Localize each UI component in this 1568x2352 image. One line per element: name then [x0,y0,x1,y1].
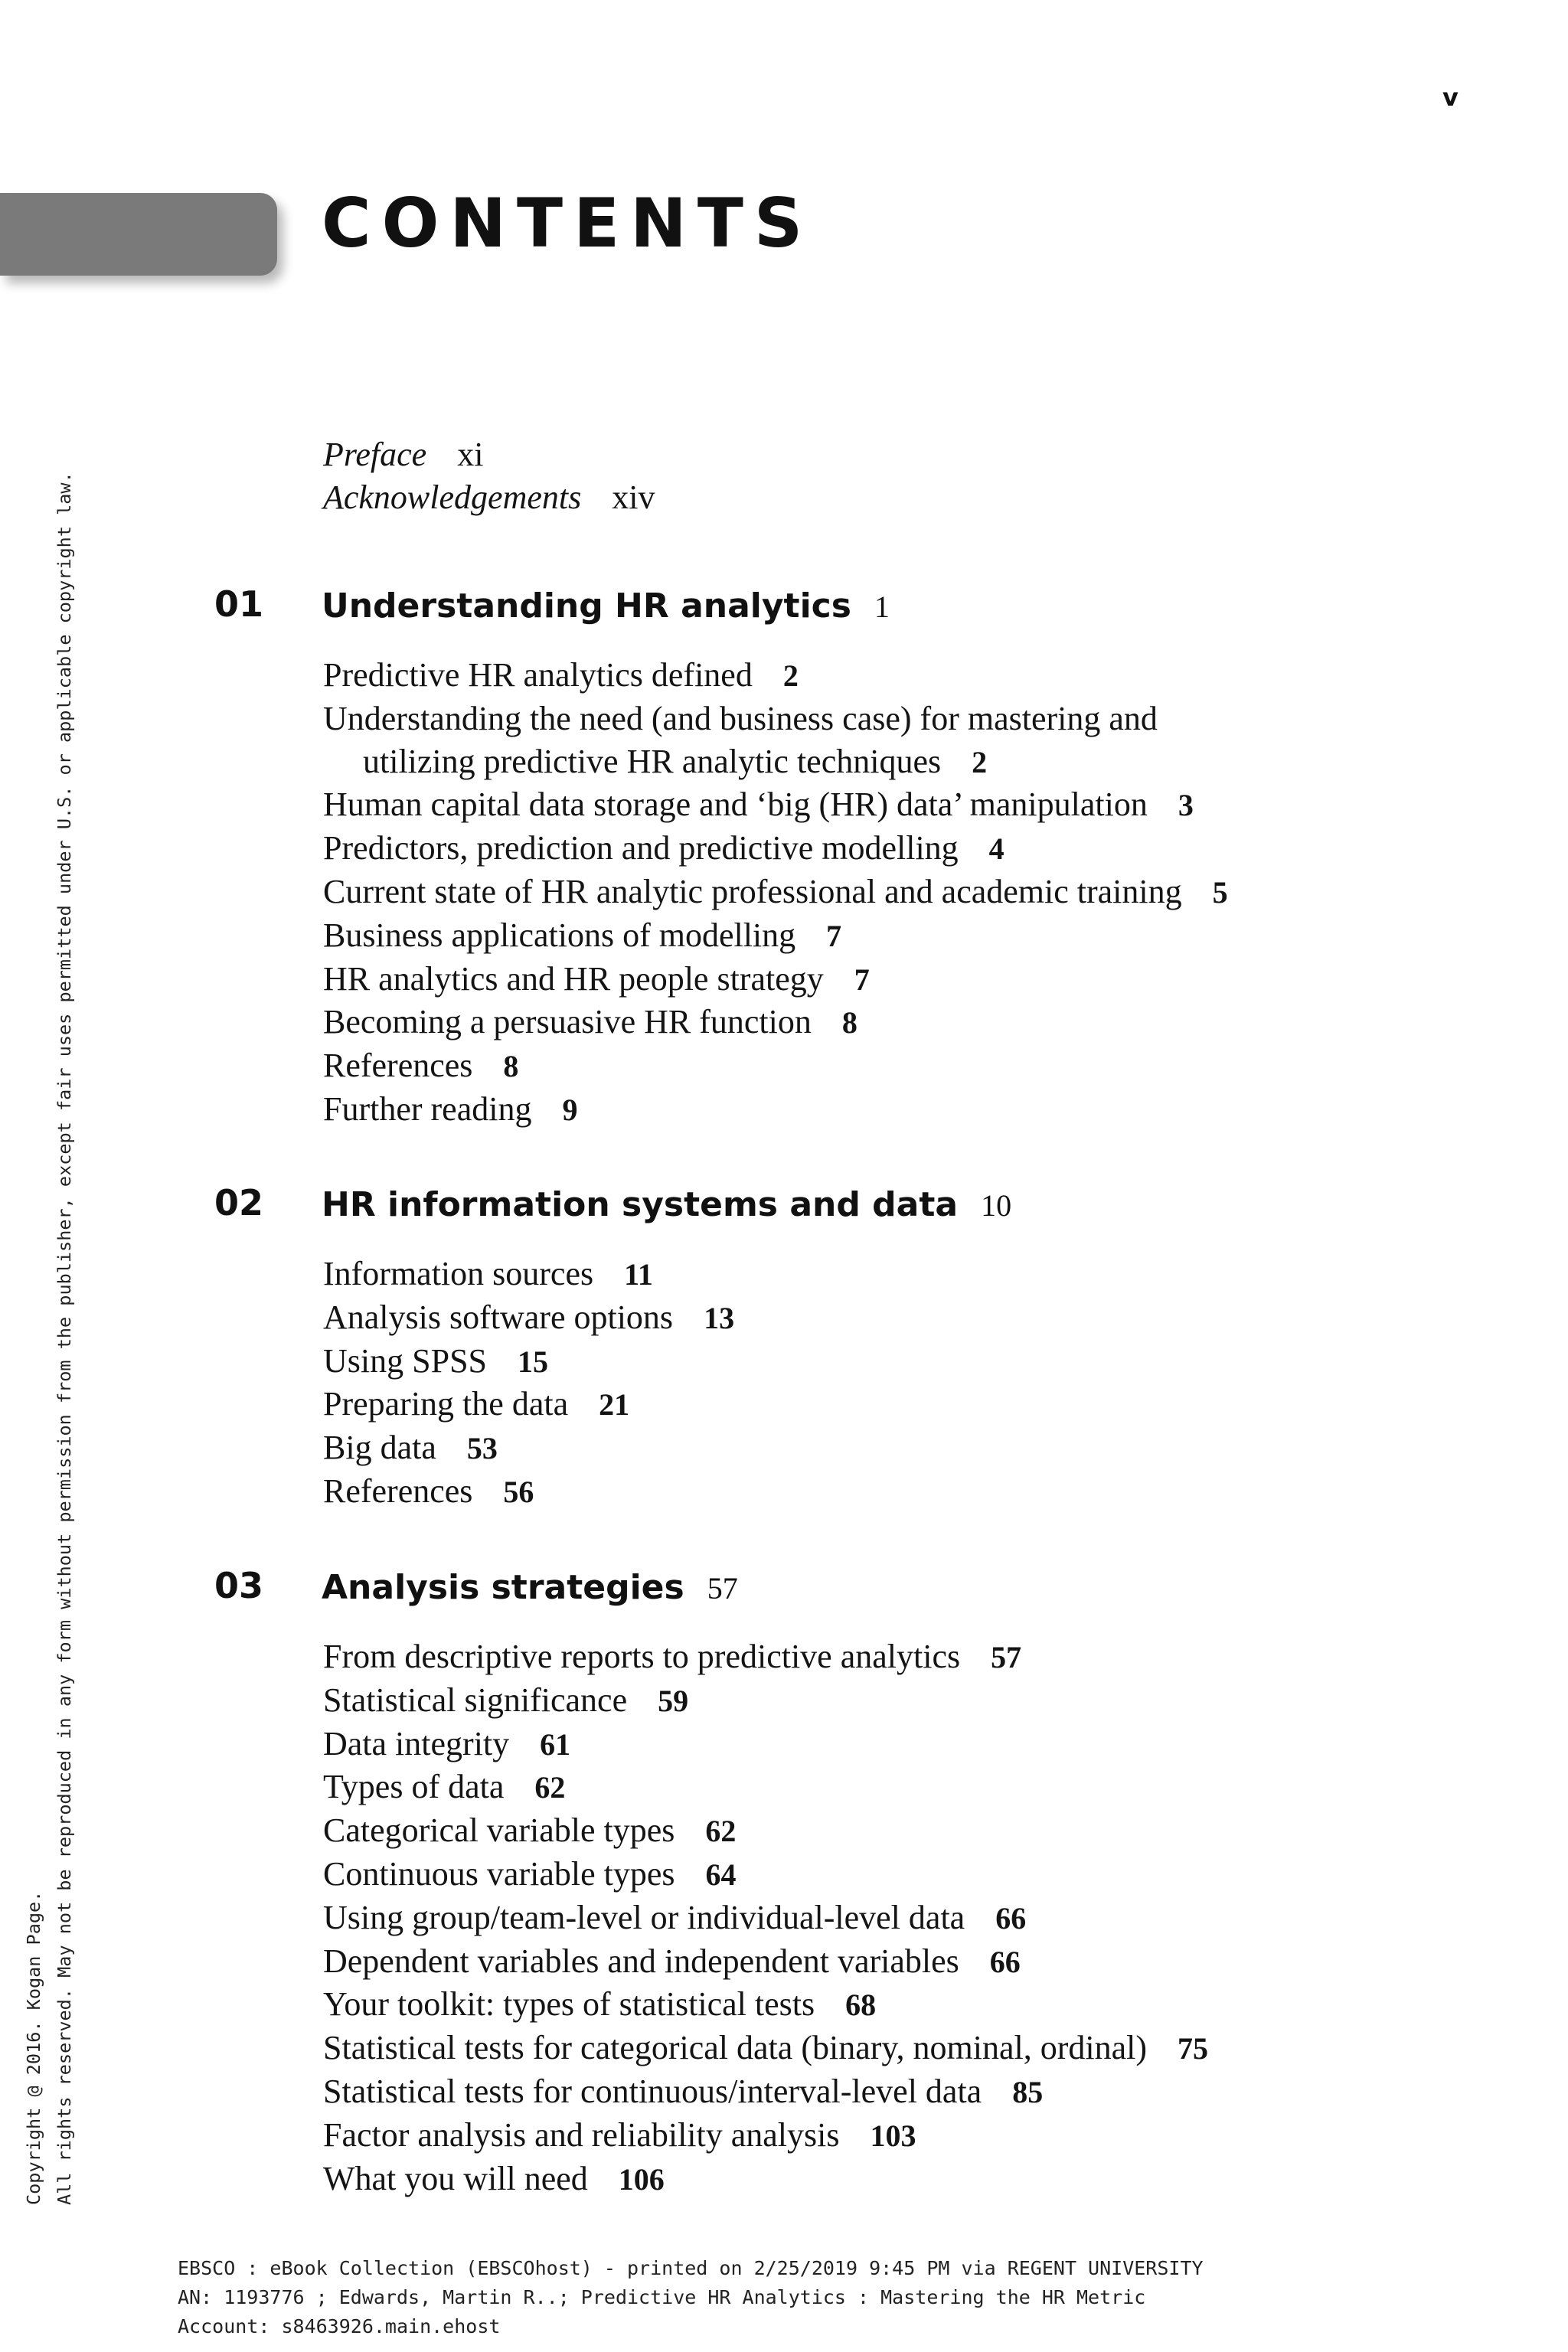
entry-title: Statistical tests for categorical data (binary, nominal, ordinal) [323,2029,1148,2067]
front-matter-item[interactable] [323,433,655,476]
toc-entry[interactable] [323,2114,1568,2158]
chapter-heading[interactable] [0,1182,1568,1233]
toc-entry[interactable] [323,914,1568,958]
entry-title: Your toolkit: types of statistical tests [323,1985,815,2024]
section-list [323,1635,1568,2200]
chapter-heading[interactable] [0,1565,1568,1615]
entry-title: utilizing predictive HR analytic techniques [363,742,942,780]
chapter-heading[interactable] [0,583,1568,634]
front-matter-page: xiv [612,479,655,516]
entry-title: Predictors, prediction and predictive modelling [323,829,959,867]
chapter-title: HR information systems and data [322,1185,959,1224]
chapter-title-row [322,1568,738,1607]
entry-title: Statistical significance [323,1681,628,1719]
toc-entry[interactable] [323,783,1568,827]
toc-entry[interactable] [323,1296,1568,1340]
entry-page: 11 [624,1257,653,1292]
entry-title: Human capital data storage and ‘big (HR) data’ manipulation [323,786,1148,824]
entry-title: Categorical variable types [323,1811,675,1850]
entry-page: 15 [518,1344,549,1379]
front-matter-page: xi [457,436,484,473]
toc-entry[interactable] [323,2158,1568,2201]
toc-entry[interactable] [323,1426,1568,1470]
chapter-title-row [322,586,890,626]
toc-entry[interactable] [323,827,1568,871]
footer-line: EBSCO : eBook Collection (EBSCOhost) - printed on 2/25/2019 9:45 PM via REGENT UNIVERSITY [178,2257,1204,2279]
entry-page: 9 [562,1092,578,1127]
entry-page: 56 [503,1474,534,1509]
chapter-page: 10 [981,1188,1012,1223]
entry-title: References [323,1472,473,1510]
entry-page: 2 [972,744,988,779]
section-list [323,1253,1568,1514]
toc-entry[interactable] [323,740,1568,784]
entry-title: References [323,1047,473,1085]
entry-page: 62 [705,1814,737,1849]
chapter-page: 57 [707,1571,738,1606]
entry-title: Types of data [323,1768,505,1806]
entry-page: 106 [618,2161,665,2197]
entry-page: 3 [1178,788,1194,823]
chapter-title: Analysis strategies [322,1568,684,1607]
entry-page: 68 [845,1988,877,2023]
entry-title: Understanding the need (and business case) for mastering and [323,699,1158,737]
entry-page: 61 [540,1726,571,1762]
toc-entry[interactable] [323,697,1568,740]
front-matter-item[interactable] [323,476,655,519]
entry-title: Information sources [323,1255,594,1292]
entry-page: 66 [995,1900,1027,1936]
entry-page: 64 [705,1857,737,1892]
entry-title: Analysis software options [323,1298,674,1336]
entry-title: Factor analysis and reliability analysis [323,2115,840,2154]
entry-title: Dependent variables and independent variables [323,1942,959,1980]
toc-entry[interactable] [323,1253,1568,1296]
entry-title: Data integrity [323,1724,510,1762]
chapter-number: 02 [214,1182,264,1223]
chapter-page: 1 [874,590,890,624]
chapter-tab-decoration [0,193,277,276]
entry-page: 4 [988,831,1004,867]
page-title: CONTENTS [322,184,814,263]
toc-entry[interactable] [323,1340,1568,1383]
entry-page: 7 [854,962,870,997]
chapter-number: 03 [214,1565,264,1606]
toc-entry[interactable] [323,871,1568,914]
toc-entry[interactable] [323,1853,1568,1896]
entry-page: 7 [826,918,842,953]
chapter-03 [0,1565,1568,2200]
toc-entry[interactable] [323,1983,1568,2027]
entry-title: Predictive HR analytics defined [323,656,753,694]
entry-title: Statistical tests for continuous/interval-level data [323,2072,982,2110]
entry-title: Further reading [323,1089,532,1128]
toc-entry[interactable] [323,1896,1568,1940]
toc-entry[interactable] [323,1679,1568,1723]
chapter-number: 01 [214,583,264,625]
entry-page: 13 [704,1300,735,1335]
front-matter-title: Preface [323,436,427,473]
entry-page: 66 [989,1944,1021,1979]
entry-title: What you will need [323,2159,588,2197]
entry-page: 2 [782,658,799,693]
toc-entry[interactable] [323,1766,1568,1809]
chapter-01 [0,583,1568,1132]
toc-entry[interactable] [323,1383,1568,1426]
entry-page: 5 [1212,874,1228,910]
entry-page: 103 [870,2118,916,2153]
toc-entry[interactable] [323,1723,1568,1766]
entry-page: 59 [658,1683,689,1718]
chapter-02 [0,1182,1568,1514]
chapter-title: Understanding HR analytics [322,586,851,626]
toc-entry[interactable] [323,1470,1568,1514]
ebsco-footer [178,2254,1204,2341]
entry-title: Using group/team-level or individual-level data [323,1898,965,1936]
entry-title: HR analytics and HR people strategy [323,959,824,998]
entry-title: Business applications of modelling [323,916,796,954]
entry-title: Continuous variable types [323,1854,675,1893]
entry-title: Becoming a persuasive HR function [323,1003,812,1041]
entry-title: From descriptive reports to predictive analytics [323,1638,961,1675]
front-matter-list [323,433,655,519]
toc-entry[interactable] [323,1809,1568,1853]
page-number: v [1442,83,1459,112]
toc-entry[interactable] [323,1001,1568,1044]
entry-title: Preparing the data [323,1385,569,1423]
entry-page: 85 [1012,2074,1044,2109]
entry-page: 62 [534,1770,566,1805]
copyright-line: Copyright @ 2016. Kogan Page. [23,1890,44,2205]
entry-title: Big data [323,1429,436,1467]
toc-entry[interactable] [323,958,1568,1001]
toc-entry[interactable] [323,1940,1568,1984]
entry-title: Current state of HR analytic professional and academic training [323,872,1182,910]
toc-entry[interactable] [323,1088,1568,1132]
chapter-title-row [322,1185,1011,1224]
entry-page: 57 [991,1640,1022,1674]
entry-page: 8 [841,1005,858,1040]
copyright-line: All rights reserved. May not be reproduced in any form without permission from the publisher, except fair uses permitted under U.S. or applicable copyright law. [54,472,75,2205]
entry-page: 53 [466,1431,498,1466]
toc-entry[interactable] [323,2070,1568,2114]
toc-entry[interactable] [323,1044,1568,1088]
entry-page: 21 [599,1387,630,1423]
entry-page: 8 [503,1049,519,1084]
toc-entry[interactable] [323,654,1568,697]
toc-entry[interactable] [323,1635,1568,1679]
front-matter-title: Acknowledgements [323,479,582,516]
entry-title: Using SPSS [323,1341,488,1380]
section-list [323,654,1568,1132]
toc-entry[interactable] [323,2027,1568,2070]
footer-line: AN: 1193776 ; Edwards, Martin R..; Predictive HR Analytics : Mastering the HR Metric [178,2286,1146,2308]
footer-line: Account: s8463926.main.ehost [178,2315,501,2337]
entry-page: 75 [1178,2031,1209,2066]
